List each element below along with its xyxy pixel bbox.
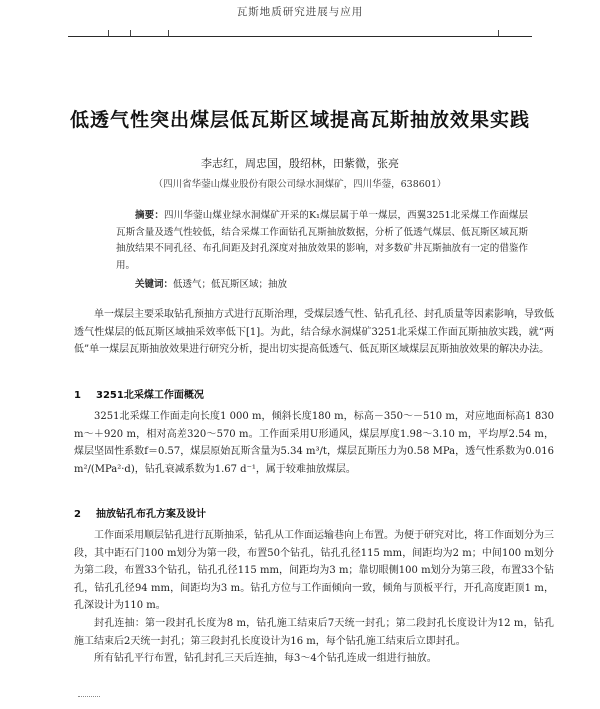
section-paragraph: 所有钻孔平行布置，钻孔封孔三天后连抽，每3～4个钻孔连成一组进行抽放。: [94, 653, 437, 665]
section-number: 2: [74, 509, 81, 520]
abstract-text: 四川华蓥山煤业绿水洞煤矿开采的K₁煤层属于单一煤层，西翼3251北采煤工作面煤层瓦斯含量及透气性较低，结合采煤工作面钻孔瓦斯抽放数据，分析了低透气煤层、低瓦斯区域瓦斯抽放结果不同孔径、布孔间距及封孔深度对抽放效果的影响，对多数矿井瓦斯抽放有一定的借鉴作用。: [116, 210, 528, 271]
authors: 李志红，周忠国，殷绍林，田紫微，张亮: [201, 157, 399, 170]
section-heading: [74, 386, 204, 401]
paper-title: 低透气性突出煤层低瓦斯区域提高瓦斯抽放效果实践: [69, 109, 530, 131]
section-body: [74, 408, 554, 478]
keywords: [116, 277, 528, 293]
intro-paragraph: 单一煤层主要采取钻孔预抽方式进行瓦斯治理，受煤层透气性、钻孔孔径、封孔质量等因素影响，导致低透气性煤层的低瓦斯区域抽采效率低下[1]。为此，结合绿水洞煤矿3251北采煤工作面瓦斯抽放实践，就“两低”单一煤层瓦斯抽放效果进行研究分析，提出切实提高低透气、低瓦斯区域煤层瓦斯抽放效果的解决办法。: [74, 309, 554, 356]
section-title: 3251北采煤工作面概况: [96, 390, 204, 401]
running-header: 瓦斯地质研究进展与应用: [236, 6, 364, 18]
section-paragraph: 工作面采用顺层钻孔进行瓦斯抽采，钻孔从工作面运输巷向上布置。为便于研究对比，将工作面划分为三段，其中距石门100 m划分为第一段，布置50个钻孔，钻孔孔径115 mm，间距均为2 m；中间100 m划分为第二段，布置33个钻孔，钻孔孔径115 mm，间距均为3 m；靠切眼侧100 m划分为第三段，布置33个钻孔，钻孔孔径94 mm，间距均为3 m。钻孔方位与工作面倾向一致，倾角与顶板平行，开孔高度距顶1 m，孔深设计为110 m。: [74, 530, 554, 612]
section-paragraph: 3251北采煤工作面走向长度1 000 m，倾斜长度180 m，标高－350～－510 m，对应地面标高1 830 m～＋920 m，相对高差320～570 m。工作面采用U形通风，煤层厚度1.98～3.10 m，平均厚2.54 m，煤层坚固性系数f＝0.57，煤层原始瓦斯含量为5.34 m³/t，煤层瓦斯压力为0.58 MPa，透气性系数为0.016 m²/(MPa²·d)，钻孔衰减系数为1.67 d⁻¹，属于较难抽放煤层。: [74, 411, 554, 475]
introduction: [74, 306, 554, 359]
section-paragraph: 封孔连抽：第一段封孔长度为8 m，钻孔施工结束后7天统一封孔；第二段封孔长度设计为12 m，钻孔施工结束后2天统一封孔；第三段封孔长度设计为16 m，每个钻孔施工结束后立即封孔。: [74, 617, 554, 647]
section-body: [74, 527, 554, 668]
section-heading: [74, 505, 206, 520]
header-divider: [68, 36, 532, 37]
section-number: 1: [74, 390, 81, 401]
keywords-text: 低透气；低瓦斯区域；抽放: [173, 279, 288, 290]
keywords-label: 关键词：: [135, 279, 174, 290]
footer-mark: [78, 696, 100, 699]
affiliation: （四川省华蓥山煤业股份有限公司绿水洞煤矿，四川华蓥，638601）: [153, 179, 447, 190]
section-title: 抽放钻孔布孔方案及设计: [96, 509, 206, 520]
abstract-label: 摘要：: [135, 210, 165, 221]
abstract: [116, 208, 528, 274]
